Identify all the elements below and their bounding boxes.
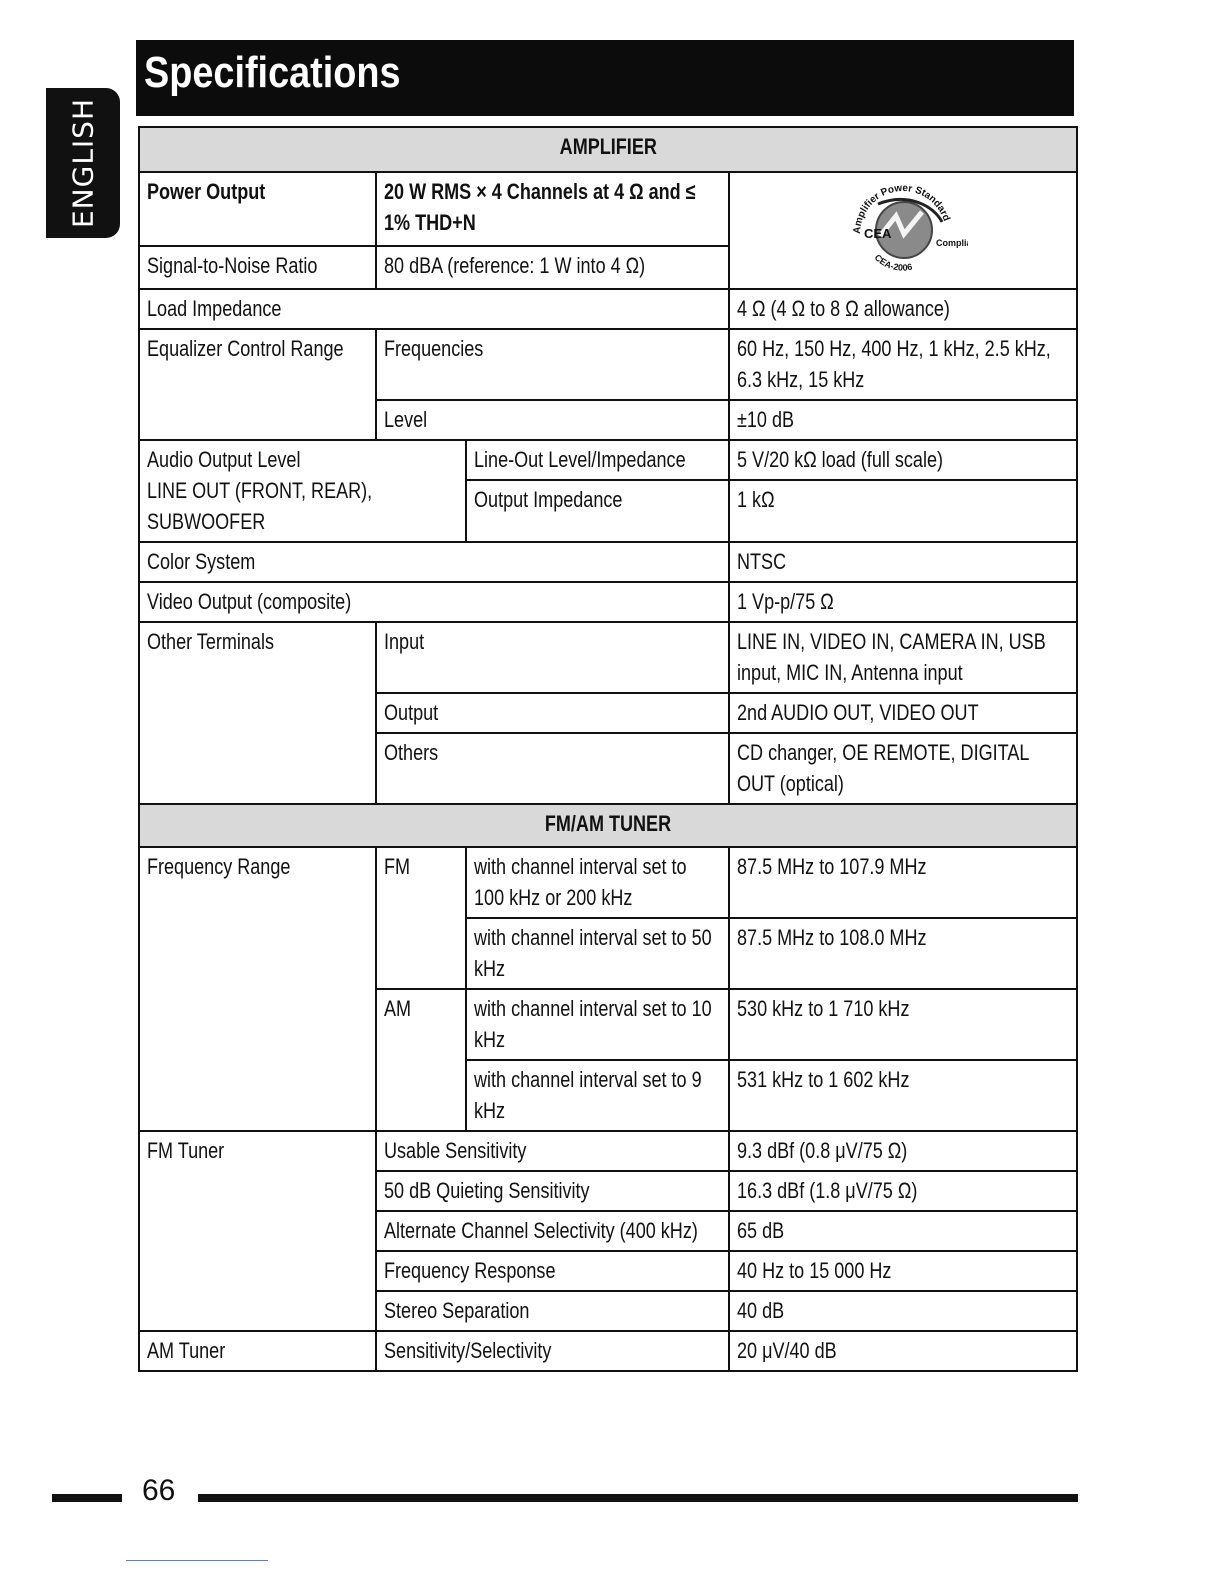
cea-logo-cell [729, 172, 1077, 289]
fm-tuner-row-value: 65 dB [737, 1218, 785, 1243]
language-tab-label: ENGLISH [66, 97, 100, 229]
fm-tuner-row-value: 16.3 dBf (1.8 μV/75 Ω) [737, 1178, 918, 1203]
table-row [139, 172, 1077, 246]
output-label: Output [384, 700, 439, 725]
lineout-label: Line-Out Level/Impedance [474, 447, 686, 472]
fm-tuner-row-label: Frequency Response [384, 1258, 556, 1283]
logo-right-text: Compli [936, 238, 967, 248]
others-value: CD changer, OE REMOTE, DIGITAL OUT (optical) [737, 740, 1029, 796]
snr-value: 80 dBA (reference: 1 W into 4 Ω) [384, 253, 646, 279]
lineout-value: 5 V/20 kΩ load (full scale) [737, 447, 944, 472]
fm-tuner-row-value: 9.3 dBf (0.8 μV/75 Ω) [737, 1138, 908, 1163]
fm-tuner-row-value: 40 dB [737, 1298, 785, 1323]
color-system-label: Color System [147, 549, 256, 574]
video-output-value: 1 Vp-p/75 Ω [737, 589, 834, 614]
table-row [139, 1131, 1077, 1171]
snr-label: Signal-to-Noise Ratio [147, 253, 318, 279]
table-row [139, 582, 1077, 622]
eq-level-label: Level [384, 407, 428, 432]
fm-band-label: FM [384, 854, 411, 879]
fm-tuner-row-value: 40 Hz to 15 000 Hz [737, 1258, 892, 1283]
am-tuner-label: AM Tuner [147, 1338, 226, 1363]
cea-compliant-logo [838, 176, 968, 276]
outimp-value: 1 kΩ [737, 487, 775, 513]
audio-out-label: Audio Output Level [147, 447, 301, 472]
table-row [139, 1331, 1077, 1371]
logo-mid-text: CEA [864, 226, 892, 241]
eq-freq-value: 60 Hz, 150 Hz, 400 Hz, 1 kHz, 2.5 kHz, 6.3 kHz, 15 kHz [737, 336, 1051, 392]
bottom-link-rule [126, 1560, 268, 1561]
load-impedance-label: Load Impedance [147, 296, 282, 321]
power-output-label: Power Output [147, 179, 266, 204]
language-tab [46, 88, 120, 238]
section-row [139, 804, 1077, 847]
table-row [139, 542, 1077, 582]
fm-value-1: 87.5 MHz to 107.9 MHz [737, 854, 927, 879]
fm-cond-2: with channel interval set to 50 kHz [474, 925, 712, 981]
am-band-label: AM [384, 996, 412, 1021]
power-output-value: 20 W RMS × 4 Channels at 4 Ω and ≤ 1% THD+N [384, 179, 696, 235]
fm-tuner-row-label: Stereo Separation [384, 1298, 530, 1323]
fm-tuner-row-label: Alternate Channel Selectivity (400 kHz) [384, 1218, 698, 1243]
input-value: LINE IN, VIDEO IN, CAMERA IN, USB input, MIC IN, Antenna input [737, 629, 1046, 685]
section-row [139, 127, 1077, 172]
logo-bottom-text: CEA-2006 [872, 252, 914, 273]
table-row [139, 847, 1077, 918]
section-tuner: FM/AM TUNER [544, 811, 672, 836]
am-value-1: 530 kHz to 1 710 kHz [737, 996, 910, 1021]
fm-tuner-row-label: 50 dB Quieting Sensitivity [384, 1178, 590, 1203]
input-label: Input [384, 629, 425, 654]
other-terminals-label: Other Terminals [147, 629, 274, 654]
page-title: Specifications [144, 48, 401, 97]
page-number: 66 [142, 1474, 176, 1507]
others-label: Others [384, 740, 439, 765]
am-value-2: 531 kHz to 1 602 kHz [737, 1067, 910, 1092]
fm-tuner-label: FM Tuner [147, 1138, 225, 1163]
table-row [139, 329, 1077, 400]
eq-freq-label: Frequencies [384, 336, 484, 361]
eq-level-value: ±10 dB [737, 407, 795, 432]
fm-cond-1: with channel interval set to 100 kHz or 200 kHz [474, 854, 687, 910]
fm-tuner-row-label: Usable Sensitivity [384, 1138, 527, 1163]
audio-out-sublabel: LINE OUT (FRONT, REAR), SUBWOOFER [147, 478, 373, 534]
logo-top-text: Amplifier Power Standard [851, 182, 952, 235]
am-cond-2: with channel interval set to 9 kHz [474, 1067, 702, 1123]
am-cond-1: with channel interval set to 10 kHz [474, 996, 712, 1052]
table-row [139, 440, 1077, 480]
title-bar [136, 40, 1074, 116]
am-tuner-value: 20 μV/40 dB [737, 1338, 837, 1363]
spec-table [138, 126, 1078, 1372]
footer-rule-right [198, 1494, 1078, 1502]
footer-rule-left [52, 1494, 122, 1502]
outimp-label: Output Impedance [474, 487, 623, 513]
section-amplifier: AMPLIFIER [559, 134, 657, 159]
output-value: 2nd AUDIO OUT, VIDEO OUT [737, 700, 979, 725]
eq-label: Equalizer Control Range [147, 336, 344, 361]
table-row [139, 622, 1077, 693]
fm-value-2: 87.5 MHz to 108.0 MHz [737, 925, 927, 950]
table-row [139, 289, 1077, 329]
load-impedance-value: 4 Ω (4 Ω to 8 Ω allowance) [737, 296, 950, 321]
freq-range-label: Frequency Range [147, 854, 291, 879]
video-output-label: Video Output (composite) [147, 589, 352, 614]
color-system-value: NTSC [737, 549, 787, 574]
am-tuner-row-label: Sensitivity/Selectivity [384, 1338, 552, 1363]
